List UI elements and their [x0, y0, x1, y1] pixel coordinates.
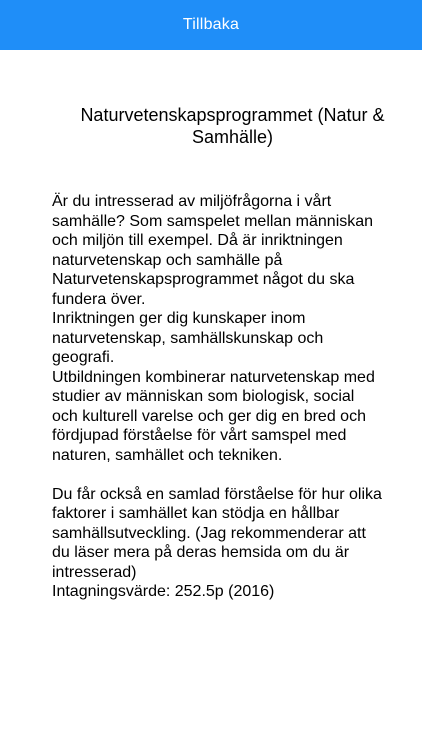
admission-score: Intagningsvärde: 252.5p (2016) [52, 583, 275, 600]
description-paragraph: Du får också en samlad förståelse för hur olika faktorer i samhället kan stödja en hållbar samhällsutveckling. (Jag rekommenderar att du läser mera på deras hemsida om du är intresserad) [52, 485, 382, 581]
program-detail [52, 104, 385, 602]
program-title: Naturvetenskapsprogrammet (Natur & Samhälle) [80, 105, 385, 147]
description-paragraph: Utbildningen kombinerar naturvetenskap med studier av människan som biologisk, social och kulturell varelse och ger dig en bred och fördjupad förståelse för vårt samspel med naturen, samhället och tekniken. [52, 368, 375, 464]
description-paragraph: Inriktningen ger dig kunskaper inom naturvetenskap, samhällskunskap och geografi. [52, 310, 324, 366]
navigation-bar [0, 0, 422, 50]
paragraph-spacer [52, 465, 382, 485]
back-button[interactable]: Tillbaka [182, 16, 240, 33]
description-paragraph: Är du intresserad av miljöfrågorna i vårt samhälle? Som samspelet mellan människan och miljön till exempel. Då är inriktningen naturvetenskap och samhälle på Naturvetenskapsprogrammet något du ska fundera över. [52, 193, 374, 308]
program-description [52, 192, 382, 602]
